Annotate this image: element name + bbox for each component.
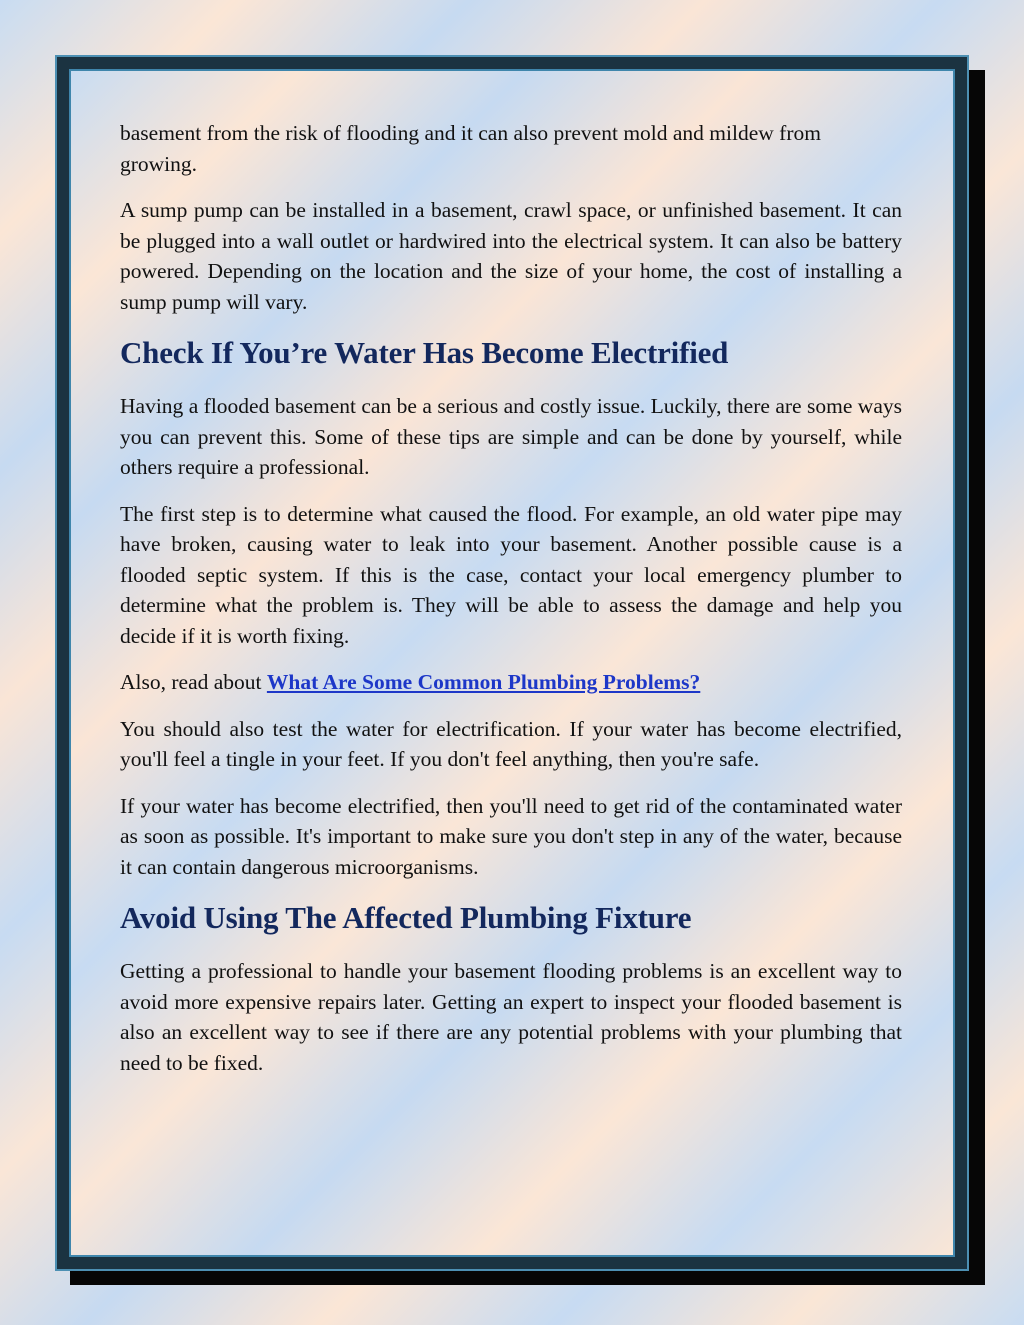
paragraph-flooded-basement: Having a flooded basement can be a serious and costly issue. Luckily, there are some ways you can prevent this. Some of these tips are simple and can be done by yourself, while others require a professional. <box>120 394 902 479</box>
read-about-line <box>120 667 902 698</box>
paragraph-sump-pump-installation: A sump pump can be installed in a basement, crawl space, or unfinished basement. It can be plugged into a wall outlet or hardwired into the electrical system. It can also be battery powered. Depending on the location and the size of your home, the cost of installing a sump pump will vary. <box>120 198 902 314</box>
paragraph-get-professional: Getting a professional to handle your basement flooding problems is an excellent way to avoid more expensive repairs later. Getting an expert to inspect your flooded basement is also an excellent way to see if there are any potential problems with your plumbing that need to be fixed. <box>120 959 902 1075</box>
paragraph-sump-pump-benefit: basement from the risk of flooding and it can also prevent mold and mildew from growing. <box>120 121 821 176</box>
paragraph-contaminated-water: If your water has become electrified, then you'll need to get rid of the contaminated water as soon as possible. It's important to make sure you don't step in any of the water, because it can contain dangerous microorganisms. <box>120 793 902 879</box>
read-about-prefix: Also, read about <box>120 670 267 694</box>
paragraph-test-electrification: You should also test the water for electrification. If your water has become electrified, you'll feel a tingle in your feet. If you don't feel anything, then you're safe. <box>120 716 902 771</box>
heading-electrified-water: Check If You’re Water Has Become Electrified <box>120 335 729 370</box>
plumbing-problems-link[interactable]: What Are Some Common Plumbing Problems? <box>266 670 701 694</box>
document-body <box>120 118 902 1094</box>
paragraph-first-step: The first step is to determine what caused the flood. For example, an old water pipe may have broken, causing water to leak into your basement. Another possible cause is a flooded septic system. If this is the case, contact your local emergency plumber to determine what the problem is. They will be able to assess the damage and help you decide if it is worth fixing. <box>120 501 902 648</box>
heading-avoid-fixture: Avoid Using The Affected Plumbing Fixture <box>120 900 692 935</box>
